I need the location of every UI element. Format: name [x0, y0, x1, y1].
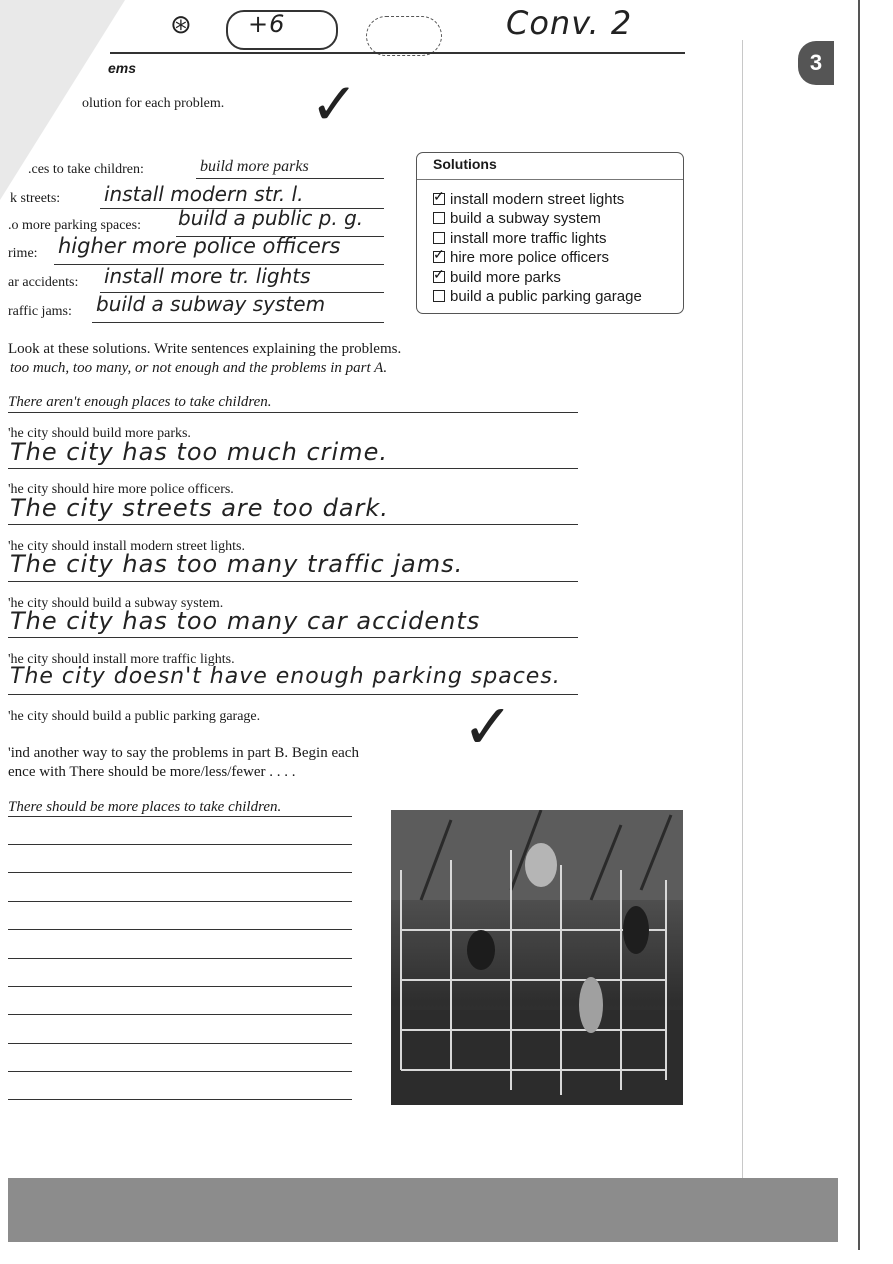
handwritten-score-scribble: ⊛ — [170, 10, 193, 40]
part-c-instruction: ence with There should be more/less/fewer . . . . — [8, 764, 296, 780]
handwritten-answer: build a public p. g. — [178, 206, 364, 230]
solution-item: ✓build more parks — [433, 269, 561, 286]
checkbox-checked-icon — [433, 251, 445, 263]
handwritten-answer: higher more police officers — [58, 234, 341, 258]
answer-line — [8, 1014, 352, 1015]
answer-line — [8, 1099, 352, 1100]
answer-line — [8, 844, 352, 845]
part-b-instruction: Look at these solutions. Write sentences explaining the problems. — [8, 341, 402, 357]
checkbox-checked-icon — [433, 271, 445, 283]
page-edge — [858, 0, 860, 1250]
checkbox-icon — [433, 212, 445, 224]
solution-item: ✓install modern street lights — [433, 191, 624, 208]
checkbox-icon — [433, 232, 445, 244]
solution-item: build a public parking garage — [433, 288, 642, 305]
handwritten-answer: The city has too much crime. — [10, 438, 388, 466]
part-b-instruction: too much, too many, or not enough and the problems in part A. — [10, 360, 388, 376]
playground-photo — [391, 810, 683, 1105]
check-mark-icon: ✓ — [310, 70, 360, 138]
playground-illustration — [391, 810, 683, 1105]
handwritten-answer: build a subway system — [96, 292, 326, 316]
problem-label: k streets: — [10, 191, 61, 206]
solution-prompt: 'he city should hire more police officers. — [8, 482, 234, 497]
handwritten-answer: The city has too many car accidents — [10, 607, 481, 635]
solutions-title: Solutions — [433, 156, 497, 172]
answer-line — [8, 872, 352, 873]
answer-line — [92, 322, 384, 323]
answer-line — [8, 958, 352, 959]
handwritten-score: +6 — [248, 10, 286, 38]
answer-line — [8, 1071, 352, 1072]
problem-label: .o more parking spaces: — [8, 218, 141, 233]
handwritten-circle-faint — [366, 16, 442, 56]
checkbox-icon — [433, 290, 445, 302]
part-c-example: There should be more places to take children. — [8, 799, 282, 815]
handwritten-answer: The city doesn't have enough parking spaces. — [10, 664, 561, 689]
problem-label: ar accidents: — [8, 275, 79, 290]
solution-prompt: 'he city should install more traffic lights. — [8, 652, 235, 667]
problem-label: raffic jams: — [8, 304, 72, 319]
solution-item: build a subway system — [433, 210, 601, 227]
section-title: ems — [108, 60, 137, 76]
problem-label: .ces to take children: — [28, 162, 144, 177]
part-c-instruction: 'ind another way to say the problems in part B. Begin each — [8, 745, 359, 761]
handwritten-course-label: Conv. 2 — [506, 4, 633, 42]
solutions-box — [416, 152, 684, 314]
handwritten-answer: The city has too many traffic jams. — [10, 550, 464, 578]
unit-badge: 3 — [798, 41, 834, 85]
handwritten-answer: install modern str. l. — [104, 182, 304, 206]
answer-line — [8, 412, 578, 413]
answer-line — [8, 581, 578, 582]
answer-line — [8, 929, 352, 930]
answer-line — [8, 1043, 352, 1044]
handwritten-answer: The city streets are too dark. — [10, 494, 389, 522]
answer-line — [196, 178, 384, 179]
answer-line — [8, 524, 578, 525]
part-a-instruction: olution for each problem. — [82, 96, 225, 111]
solution-item: ✓hire more police officers — [433, 249, 609, 266]
solutions-divider — [417, 179, 683, 180]
checkbox-checked-icon — [433, 193, 445, 205]
problem-label: rime: — [8, 246, 38, 261]
scan-shadow-band — [8, 1178, 838, 1242]
check-mark-icon: ✓ — [462, 690, 515, 763]
header-rule — [110, 52, 685, 54]
part-b-example: There aren't enough places to take children. — [8, 394, 272, 410]
solution-prompt: 'he city should install modern street lights. — [8, 539, 245, 554]
solution-item: install more traffic lights — [433, 230, 606, 247]
answer-line — [8, 637, 578, 638]
answer-line — [8, 901, 352, 902]
answer-line — [8, 468, 578, 469]
answer-line — [8, 986, 352, 987]
handwritten-answer: install more tr. lights — [104, 264, 311, 288]
solution-prompt: 'he city should build more parks. — [8, 426, 191, 441]
solution-prompt: 'he city should build a subway system. — [8, 596, 224, 611]
margin-line — [742, 40, 743, 1180]
answer-line — [8, 816, 352, 817]
solution-prompt: 'he city should build a public parking garage. — [8, 709, 261, 724]
example-answer: build more parks — [200, 158, 309, 175]
